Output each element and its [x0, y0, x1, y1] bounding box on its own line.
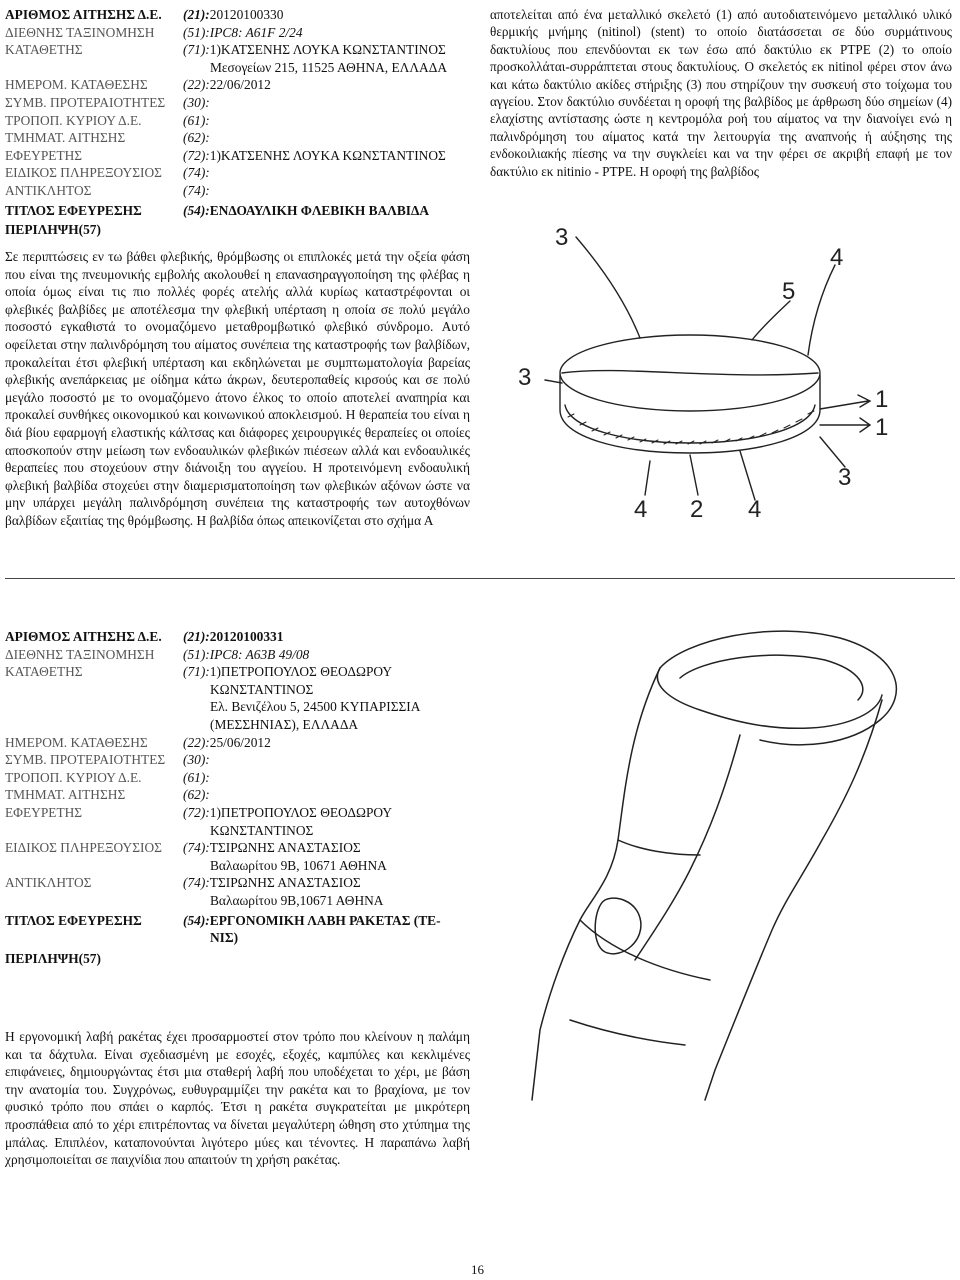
entry2-title-2: ΝΙΣ) — [210, 930, 239, 946]
entry2-applicant: 1)ΠΕΤΡΟΠΟΥΛΟΣ ΘΕΟΔΩΡΟΥ — [209, 664, 393, 680]
entry2-applicant-2: ΚΩΝΣΤΑΝΤΙΝΟΣ — [210, 681, 314, 697]
entry2-title-code: (54): — [183, 912, 210, 928]
entry2-priority-row — [5, 751, 470, 769]
entry1-applicant-label: ΚΑΤΑΘΕΤΗΣ — [5, 42, 83, 58]
entry1-rep-label: ΑΝΤΙΚΛΗΤΟΣ — [5, 182, 92, 198]
entry2-rep-code: (74): — [183, 875, 210, 891]
entry2-abstract-heading: ΠΕΡΙΛΗΨΗ(57) — [5, 950, 101, 966]
entry2-ipc-label: ΔΙΕΘΝΗΣ ΤΑΞΙΝΟΜΗΣΗ — [5, 646, 155, 662]
valve-figure — [490, 205, 952, 560]
entry2-inventor-row — [5, 804, 470, 822]
entry2-agent-code: (74): — [183, 840, 210, 856]
entry1-app-no-label: ΑΡΙΘΜΟΣ ΑΙΤΗΣΗΣ Δ.Ε. — [5, 7, 162, 22]
entry2-date: 25/06/2012 — [209, 734, 271, 750]
entry1-date-row — [5, 76, 470, 94]
entry1-app-no-code: (21): — [183, 7, 210, 22]
entry1-amend-label: ΤΡΟΠΟΠ. ΚΥΡΙΟΥ Δ.Ε. — [5, 112, 142, 128]
entry2-applicant-code: (71): — [183, 664, 210, 680]
handle-bevel — [595, 898, 641, 954]
leader-4-bottom-left — [645, 461, 650, 495]
leader-4-bottom-right — [740, 451, 755, 500]
handle-ridge-2 — [618, 840, 700, 855]
figure-label: 4 — [830, 244, 844, 271]
entry1-applicant-address-row — [5, 59, 470, 77]
handle-shaft-line — [570, 1020, 685, 1045]
entry1-div-row — [5, 129, 470, 147]
entry2-rep: ΤΣΙΡΩΝΗΣ ΑΝΑΣΤΑΣΙΟΣ — [209, 875, 361, 891]
entry1-abstract-heading: ΠΕΡΙΛΗΨΗ(57) — [5, 222, 101, 238]
spacer — [5, 857, 210, 875]
entry2-ipc: IPC8: A63B 49/08 — [209, 646, 310, 662]
spacer — [5, 892, 210, 910]
page-number: 16 — [471, 1262, 484, 1277]
entry1-rep-code: (74): — [183, 182, 210, 198]
entry2-app-no-code: (21): — [183, 629, 210, 644]
entry2-amend-row — [5, 769, 470, 787]
entry1-applicant-address: Μεσογείων 215, 11525 ΑΘΗΝΑ, ΕΛΛΑΔΑ — [210, 59, 447, 75]
leader-1-right — [820, 418, 870, 432]
entry1-date-label: ΗΜΕΡΟΜ. ΚΑΤΑΘΕΣΗΣ — [5, 77, 148, 93]
entry2-div-row — [5, 786, 470, 804]
leader-5 — [752, 301, 790, 340]
entry2-inventor-2: ΚΩΝΣΤΑΝΤΙΝΟΣ — [210, 822, 314, 838]
entry1-inventor-row — [5, 147, 470, 165]
entry2-priority-code: (30): — [183, 752, 210, 768]
entry1-fields — [5, 6, 470, 239]
entry2-applicant-label: ΚΑΤΑΘΕΤΗΣ — [5, 664, 83, 680]
entry1-agent-row — [5, 164, 470, 182]
entry2-applicant-address-2: (ΜΕΣΣΗΝΙΑΣ), ΕΛΛΑΔΑ — [210, 716, 359, 732]
entry1-inventor-label: ΕΦΕΥΡΕΤΗΣ — [5, 147, 83, 163]
spacer — [5, 59, 210, 77]
entry2-app-no: 20120100331 — [209, 629, 284, 644]
leader-3-top — [576, 237, 640, 338]
entry2-amend-code: (61): — [183, 769, 210, 785]
entry1-abstract-right: αποτελείται από ένα μεταλλικό σκελετό (1) από αυτοδιατεινόμενο μεταλλικό υλικό θερμικής μνήμης (nitinol) (stent) το οποίο διατάσσεται σε δύο συρμάτινους δακτυλίους που επενδύονται εκ των έσω από δακτύλιο εκ PTPE (2) το οποίο προσκολλάται-συρράπτεται στους δακτυλίους. Ο σκελετός εκ nitinol φέρει στον άνω και κάτω δακτύλιο ακίδες στήριξης (3) που στηρίζουν την συσκευή στο τοίχωμα του αγγείου. Στον δακτύλιο συνδέεται η οροφή της βαλβίδος με άρθρωση δύο σημείων (4) ελαχίστης αντίστασης ώστε η κεντρομόλα ροή του αίματος να την διανοίγει ενώ η παλινδρόμηση του αίματος κατά την λειτουργία της αναπνοής ή αύξησης της ενδοκοιλιακής πίεσης να την συγκλείει και να την φέρει σε ακριβή επαφή με τον δακτύλιο εκ nitinio - PTPE. Η οροφή της βαλβίδος — [490, 7, 952, 179]
entry2-rep-address-row — [5, 892, 470, 910]
entry1-ipc-code: (51): — [183, 24, 210, 40]
spacer — [5, 681, 210, 699]
handle-ridge-3 — [580, 920, 710, 980]
entry2-rep-row — [5, 874, 470, 892]
entry2-inventor-code: (72): — [183, 804, 210, 820]
entry1-ipc-row — [5, 24, 470, 42]
entry2-abstract: Η εργονομική λαβή ρακέτας έχει προσαρμοστεί στον τρόπο που κλείνουν η παλάμη και τα δάχτυλα. Είναι σχεδιασμένη με εσοχές, εξοχές, καμπύλες και κεκλιμένες επιφάνειες, δημιουργώντας έτσι μια σταθερή λαβή που υποδέχεται το χέρι, με βάση την ανατομία του. Συγχρόνως, ευθυγραμμίζει την ρακέτα και το βραχίονα, με τον φυσικό τρόπο που σπάει ο καρπός. Έτσι η ρακέτα συγκρατείται με μικρότερη προσπάθεια από το χέρι επιτρέποντας να δίνεται μεγαλύτερη ώθηση στο χτύπημα της μπάλας. Επιπλέον, καταπονούνται λιγότερο μύες και τένοντες. Η παραπάνω λαβή χρησιμοποιείται σε παιχνίδια που απαιτούν τη χρήση ρακέτας. — [5, 1029, 470, 1168]
entry2-applicant-address-1: Ελ. Βενιζέλου 5, 24500 ΚΥΠΑΡΙΣΣΙΑ — [210, 699, 421, 715]
valve-bottom-hatch — [568, 411, 814, 444]
handle-right-edge — [705, 700, 882, 1100]
entry1-priority-code: (30): — [183, 94, 210, 110]
leader-3-right — [820, 437, 845, 467]
entry2-applicant-2-row — [5, 681, 470, 699]
entry1-app-no: 20120100330 — [209, 7, 284, 22]
spacer — [5, 929, 210, 947]
entry1-title-code: (54): — [183, 202, 210, 218]
entry1-app-no-row — [5, 6, 470, 24]
entry1-agent-code: (74): — [183, 165, 210, 181]
entry1-div-code: (62): — [183, 130, 210, 146]
entry1-applicant-row — [5, 41, 470, 59]
figure-label: 1 — [875, 414, 889, 441]
handle-ridge-1 — [635, 735, 740, 960]
entry1-rep-row — [5, 182, 470, 200]
entry2-applicant-address-2-row — [5, 716, 470, 734]
valve-side-wall — [560, 375, 820, 453]
entry1-applicant: 1)ΚΑΤΣΕΝΗΣ ΛΟΥΚΑ ΚΩΝΣΤΑΝΤΙΝΟΣ — [209, 42, 446, 58]
entry2-inventor: 1)ΠΕΤΡΟΠΟΥΛΟΣ ΘΕΟΔΩΡΟΥ — [209, 804, 393, 820]
leader-4-top — [808, 265, 835, 355]
entry2-rep-label: ΑΝΤΙΚΛΗΤΟΣ — [5, 875, 92, 891]
entry1-agent-label: ΕΙΔΙΚΟΣ ΠΛΗΡΕΞΟΥΣΙΟΣ — [5, 165, 162, 181]
entry2-applicant-row — [5, 663, 470, 681]
entry1-applicant-code: (71): — [183, 42, 210, 58]
entry2-priority-label: ΣΥΜΒ. ΠΡΟΤΕΡΑΙΟΤΗΤΕΣ — [5, 752, 166, 768]
entry2-agent-address-row — [5, 857, 470, 875]
entry2-ipc-row — [5, 646, 470, 664]
entry1-title-label: ΤΙΤΛΟΣ ΕΦΕΥΡΕΣΗΣ — [5, 202, 142, 218]
figure-label: 3 — [555, 224, 569, 251]
entry2-div-label: ΤΜΗΜΑΤ. ΑΙΤΗΣΗΣ — [5, 787, 126, 803]
entry2-amend-label: ΤΡΟΠΟΠ. ΚΥΡΙΟΥ Δ.Ε. — [5, 769, 142, 785]
entry2-title-label: ΤΙΤΛΟΣ ΕΦΕΥΡΕΣΗΣ — [5, 912, 142, 928]
entry1-date-code: (22): — [183, 77, 210, 93]
entry1-priority-row — [5, 94, 470, 112]
entry2-title-row — [5, 912, 470, 930]
entry1-date: 22/06/2012 — [209, 77, 271, 93]
entry2-inventor-label: ΕΦΕΥΡΕΤΗΣ — [5, 804, 83, 820]
entry2-agent-address: Βαλαωρίτου 9Β, 10671 ΑΘΗΝΑ — [210, 857, 387, 873]
entry1-title: ΕΝΔΟΑΥΛΙΚΗ ΦΛΕΒΙΚΗ ΒΑΛΒΙΔΑ — [209, 202, 430, 218]
entry2-div-code: (62): — [183, 787, 210, 803]
entry2-app-no-label: ΑΡΙΘΜΟΣ ΑΙΤΗΣΗΣ Δ.Ε. — [5, 629, 162, 644]
entry2-title-2-row — [5, 929, 470, 947]
entry2-inventor-2-row — [5, 822, 470, 840]
entry1-inventor: 1)ΚΑΤΣΕΝΗΣ ΛΟΥΚΑ ΚΩΝΣΤΑΝΤΙΝΟΣ — [209, 147, 446, 163]
entry1-div-label: ΤΜΗΜΑΤ. ΑΙΤΗΣΗΣ — [5, 130, 126, 146]
leader-1-right2 — [820, 395, 870, 409]
figure-label: 1 — [875, 386, 889, 413]
entry2-title: ΕΡΓΟΝΟΜΙΚΗ ΛΑΒΗ ΡΑΚΕΤΑΣ (ΤΕ- — [209, 912, 441, 928]
entry2-date-code: (22): — [183, 734, 210, 750]
figure-label: 4 — [748, 496, 762, 523]
entry1-ipc: IPC8: A61F 2/24 — [209, 24, 303, 40]
entry2-rep-address: Βαλαωρίτου 9Β,10671 ΑΘΗΝΑ — [210, 892, 384, 908]
entry1-title-row — [5, 202, 470, 220]
spacer — [5, 822, 210, 840]
entry2-date-label: ΗΜΕΡΟΜ. ΚΑΤΑΘΕΣΗΣ — [5, 734, 148, 750]
entry2-app-no-row — [5, 628, 470, 646]
entry2-date-row — [5, 734, 470, 752]
entry2-agent-row — [5, 839, 470, 857]
entry2-agent-label: ΕΙΔΙΚΟΣ ΠΛΗΡΕΞΟΥΣΙΟΣ — [5, 840, 162, 856]
figure-label: 5 — [782, 278, 796, 305]
entry1-amend-code: (61): — [183, 112, 210, 128]
entry-separator — [5, 578, 955, 579]
entry1-priority-label: ΣΥΜΒ. ΠΡΟΤΕΡΑΙΟΤΗΤΕΣ — [5, 94, 166, 110]
entry2-applicant-address-1-row — [5, 698, 470, 716]
entry1-inventor-code: (72): — [183, 147, 210, 163]
valve-leaflet-line — [562, 371, 818, 375]
handle-butt-face — [657, 668, 882, 728]
handle-butt-inner — [680, 655, 863, 700]
entry1-ipc-label: ΔΙΕΘΝΗΣ ΤΑΞΙΝΟΜΗΣΗ — [5, 24, 155, 40]
entry1-amend-row — [5, 112, 470, 130]
figure-label: 3 — [518, 364, 532, 391]
spacer — [5, 698, 210, 716]
entry2-agent: ΤΣΙΡΩΝΗΣ ΑΝΑΣΤΑΣΙΟΣ — [209, 840, 361, 856]
racket-handle-figure — [510, 600, 950, 1120]
spacer — [5, 716, 210, 734]
leader-2-bottom — [690, 455, 698, 495]
figure-label: 3 — [838, 464, 852, 491]
figure-label: 4 — [634, 496, 648, 523]
entry1-abstract-left: Σε περιπτώσεις εν τω βάθει φλεβικής, θρόμβωσης οι επιπλοκές μετά την οξεία φάση που είναι της πνευμονικής εμβολής ακολουθεί η επανασηραγγοποίηση της φλέβας η οποία όμως είναι τις πιο πολλές φορές ατελής αλλά κυρίως καταστρέφονται οι φλεβικές βαλβίδες με αποτέλεσμα την φλεβική υπέρταση η οποία σε πολύ μεγάλο ποσοστό εγκαθιστά το ονομαζόμενο μεταθρομβωτικό φλεβικό σύνδρομο. Αυτό οφείλεται στην παλινδρόμηση του αίματος συνέπεια της καταστροφής των βαλβίδων, προκαλείται έτσι φλεβική υπέρταση και εκδηλώνεται με συμπτωματολογία βαρείας φλεβικής ανεπάρκειας με οίδημα κάτω άκρων, δευτεροπαθείς κιρσούς και σε πολύ μεγάλο ποσοστό με το ονομαζόμενο άτονο έλκος το οποίο αποτελεί αναπηρία και προκαλεί συνθήκες οικονομικού και κοινωνικού αποκλεισμού. Η θεραπεία του είναι η διά βίου εφαρμογή ελαστικής κάλτσας και διάφορες χειρουργικές θεραπείες οι οποίες αποσκοπούν στην μείωση των ενδοαυλικών φλεβικών πιέσεων αλλά και ενδοαυλικές θεραπείες που στοχεύουν στην διάνοιξη του αγγείου. Η προτεινόμενη ενδοαυλική φλεβική βαλβίδα στοχεύει στην διαμερισματοποίηση των φλεβικών αξόνων ώστε να μην υπάρχει μεγάλη παλινδρόμηση συνέπεια της καταστροφής των αυτοχθόνων βαλβίδων εξαιτίας της θρόμβωσης. Η βαλβίδα όπως απεικονίζεται στο σχήμα Α — [5, 249, 470, 528]
handle-left-edge — [532, 668, 660, 1100]
entry2-fields — [5, 628, 470, 967]
entry2-ipc-code: (51): — [183, 646, 210, 662]
figure-label: 2 — [690, 496, 704, 523]
